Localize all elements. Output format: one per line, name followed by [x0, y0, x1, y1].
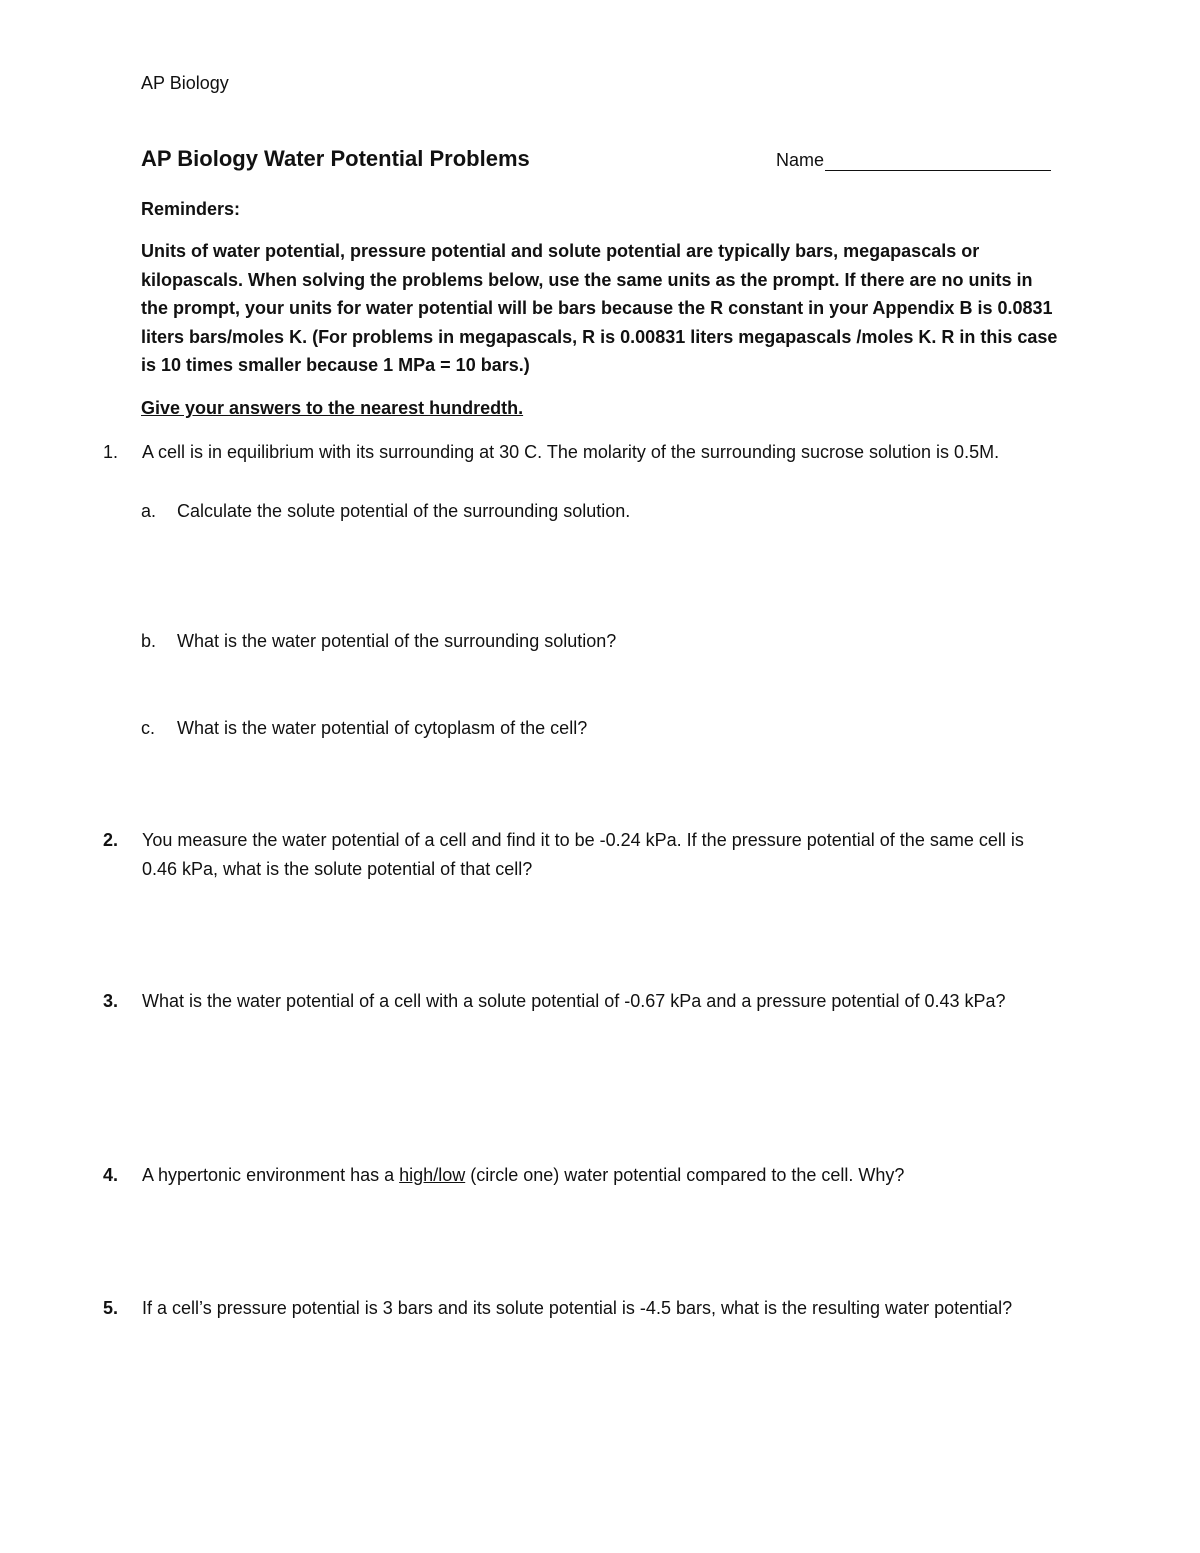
- question-1-part-a: [141, 497, 1041, 526]
- part-letter: b.: [141, 631, 157, 651]
- reminders-text: Units of water potential, pressure potential and solute potential are typically bars, megapascals or kilopascals. When solving the problems below, use the same units as the prompt. If there are no units in the prompt, your units for water potential will be bars because the R constant in your Appendix B is 0.0831 liters bars/moles K. (For problems in megapascals, R is 0.00831 liters megapascals /moles K. R in this case is 10 times smaller because 1 MPa = 10 bars.): [141, 241, 1058, 375]
- reminders-label: Reminders:: [141, 199, 241, 219]
- part-letter: a.: [141, 501, 157, 521]
- part-text: Calculate the solute potential of the surrounding solution.: [177, 501, 631, 521]
- question-text-after: (circle one) water potential compared to the cell. Why?: [465, 1165, 905, 1185]
- question-number: 1.: [103, 442, 119, 462]
- name-label: Name: [776, 150, 825, 170]
- question-3: [103, 987, 1053, 1016]
- question-text: [142, 1161, 1053, 1190]
- name-field[interactable]: [776, 150, 1051, 171]
- question-1-part-c: [141, 714, 1041, 743]
- question-number: 3.: [103, 991, 119, 1011]
- part-text: What is the water potential of the surrounding solution?: [177, 631, 617, 651]
- question-text-before: A hypertonic environment has a: [142, 1165, 400, 1185]
- question-number: 2.: [103, 830, 119, 850]
- worksheet-title: AP Biology Water Potential Problems: [141, 146, 530, 171]
- question-5: [103, 1294, 1053, 1323]
- instruction-text: Give your answers to the nearest hundredth.: [141, 398, 524, 418]
- part-letter: c.: [141, 718, 156, 738]
- question-text: A cell is in equilibrium with its surrounding at 30 C. The molarity of the surrounding sucrose solution is 0.5M.: [142, 442, 1000, 462]
- question-number: 4.: [103, 1165, 119, 1185]
- question-1: [103, 438, 1053, 467]
- question-1-part-b: [141, 627, 1041, 656]
- question-2: [103, 826, 1053, 883]
- part-text: What is the water potential of cytoplasm of the cell?: [177, 718, 588, 738]
- name-blank-line[interactable]: [825, 150, 1051, 171]
- question-text: What is the water potential of a cell with a solute potential of -0.67 kPa and a pressure potential of 0.43 kPa?: [142, 991, 1006, 1011]
- question-text: If a cell’s pressure potential is 3 bars and its solute potential is -4.5 bars, what is the resulting water potential?: [142, 1298, 1013, 1318]
- high-low-choice[interactable]: high/low: [399, 1165, 466, 1185]
- course-header: AP Biology: [141, 73, 229, 93]
- question-text: You measure the water potential of a cell and find it to be -0.24 kPa. If the pressure potential of the same cell is 0.46 kPa, what is the solute potential of that cell?: [142, 830, 1024, 879]
- question-number: 5.: [103, 1298, 119, 1318]
- question-4: [103, 1161, 1053, 1190]
